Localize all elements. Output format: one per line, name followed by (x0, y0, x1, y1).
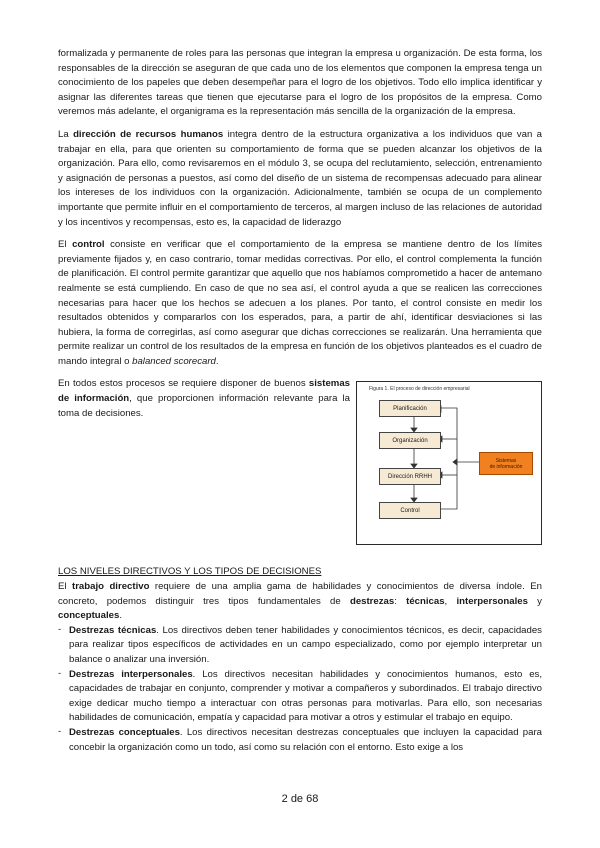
node-planificacion: Planificación (379, 400, 441, 417)
sistemas-line-1: Sistemas (495, 457, 517, 464)
list-dash: - (58, 623, 62, 635)
term-trabajo-directivo: trabajo directivo (72, 581, 150, 593)
text-run: . (215, 355, 219, 367)
skill-term: Destrezas técnicas (69, 624, 157, 636)
text-run: , (444, 595, 457, 607)
text-run: . (119, 610, 122, 622)
page-number: 2 de 68 (281, 793, 319, 805)
text-run: El (58, 581, 72, 593)
skill-term: Destrezas interpersonales (69, 668, 193, 680)
text-run: La (58, 128, 74, 140)
term-sistemas: sistemas de información (58, 378, 350, 405)
node-direccion-rrhh: Dirección RRHH (379, 468, 441, 485)
text-run: El (58, 239, 73, 251)
arrow-head (453, 459, 457, 465)
text-run: y (527, 595, 542, 607)
feedback-loop-line (441, 408, 457, 509)
text-run: requiere de una amplia gama de habilidades y conocimientos de diversa índole. En concreto, podemos distinguir tres tipos fundamentales de (58, 581, 542, 607)
sistemas-box-label (490, 458, 523, 470)
niveles-paragraph (58, 580, 542, 624)
term-tecnicas: técnicas (406, 595, 445, 607)
skill-text: . Los directivos necesitan destrezas conceptuales que incluyen la capacidad para concebir la organización como un todo, así como su relación con el entorno. Esto exige a los (69, 727, 543, 753)
text-run: consiste en verificar que el comportamiento de la empresa se mantiene dentro de los límites previamente fijados y, en caso contrario, tomar medidas correctivas. Por ello, el control complementa la función de planificación. El control permite garantizar que aquello que nos habíamos comprometido a hacer de antemano realmente se está cumpliendo. En caso de que no sea así, el control ayuda a que se realicen las correcciones necesarias para hacer que los hechos se adecuen a los planes. Por tanto, el control consiste en medir los resultados obtenidos y compararlos con los esperados, para, a partir de ahí, identificar desviaciones si las hubiera, la forma de corregirlas, así como asegurar que dichas correcciones se realizarán. Una herramienta que permite realizar un control de los resultados de la empresa en función de los objetivos planteados es el cuadro de mando integral o (58, 239, 543, 367)
text-run: , que proporcionen información relevante para la toma de decisiones. (58, 393, 350, 419)
sistemas-section (58, 377, 542, 545)
sistemas-paragraph (58, 377, 350, 421)
skills-list (58, 624, 542, 755)
intro-paragraph: formalizada y permanente de roles para las personas que integran la empresa u organización. De esta forma, los responsables de la dirección se aseguran de que cada uno de los elementos que componen la empresa tenga un conocimiento de los papeles que deben desempeñar para el logro de los objetivos. Todo ello implica identificar y asignar las diferentes tareas que tienen que ejecutarse para el logro de los propósitos de la empresa. Como veremos más adelante, el organigrama es la representación más sencilla de la organización de la empresa. (58, 48, 542, 118)
sistemas-line-2: de información (489, 463, 523, 470)
section-heading: LOS NIVELES DIRECTIVOS Y LOS TIPOS DE DECISIONES (58, 566, 322, 578)
term-interpersonales: interpersonales (456, 595, 528, 607)
page-content (58, 47, 542, 755)
term-rrhh: dirección de recursos humanos (73, 128, 224, 140)
term-destrezas: destrezas (349, 595, 395, 607)
text-run: integra dentro de la estructura organizativa a los individuos que van a trabajar en ella, para que orienten su comportamiento de forma que se pueden alcanzar los objetivos de la organización. Para ello, como revisaremos en el módulo 3, se ocupa del reclutamiento, selección, entrenamiento y asignación de personas a puestos, así como del diseño de un sistema de recompensas adecuado para alinear los intereses de los individuos con la organización. Adicionalmente, también se ocupa de un complemento importante que permite influir en el comportamiento de terceros, al margen incluso de las relaciones de autoridad y los incentivos y recompensas, esto es, la capacidad de liderazgo (58, 128, 542, 228)
rrhh-paragraph (58, 128, 542, 230)
list-item (58, 668, 542, 726)
node-control: Control (379, 502, 441, 519)
process-figure (356, 381, 542, 545)
sistemas-text (58, 377, 350, 545)
text-run: En todos estos procesos se requiere disponer de buenos (58, 378, 309, 390)
node-organizacion: Organización (379, 432, 441, 449)
node-sistemas-informacion (479, 452, 533, 475)
term-conceptuales: conceptuales (58, 610, 120, 622)
term-control: control (72, 239, 105, 251)
control-paragraph (58, 238, 542, 369)
skill-term: Destrezas conceptuales (69, 727, 180, 738)
text-run: : (394, 595, 407, 607)
figure-caption: Figura 1. El proceso de dirección empresarial (369, 386, 470, 393)
list-dash: - (58, 726, 62, 737)
list-item (58, 624, 542, 668)
list-dash: - (58, 667, 62, 679)
skill-text: . Los directivos necesitan habilidades y conocimientos humanos, esto es, capacidades de trabajar en conjunto, comprender y motivar a compañeros y subordinados. El trabajo directivo exige dedicar mucho tiempo a interactuar con otras personas para motivarlas. Para ello, son necesarias habilidades de comunicación, empatía y capacidad para motivar a otros y estimular el trabajo en equipo. (69, 668, 542, 724)
term-balanced-scorecard: balanced scorecard (132, 355, 216, 367)
list-item (58, 726, 542, 755)
skill-text: . Los directivos deben tener habilidades y conocimientos técnicos, es decir, capacidades para realizar tipos específicos de actividades en un campo especializado, como por ejemplo interpretar un balance o analizar una inversión. (69, 624, 542, 666)
